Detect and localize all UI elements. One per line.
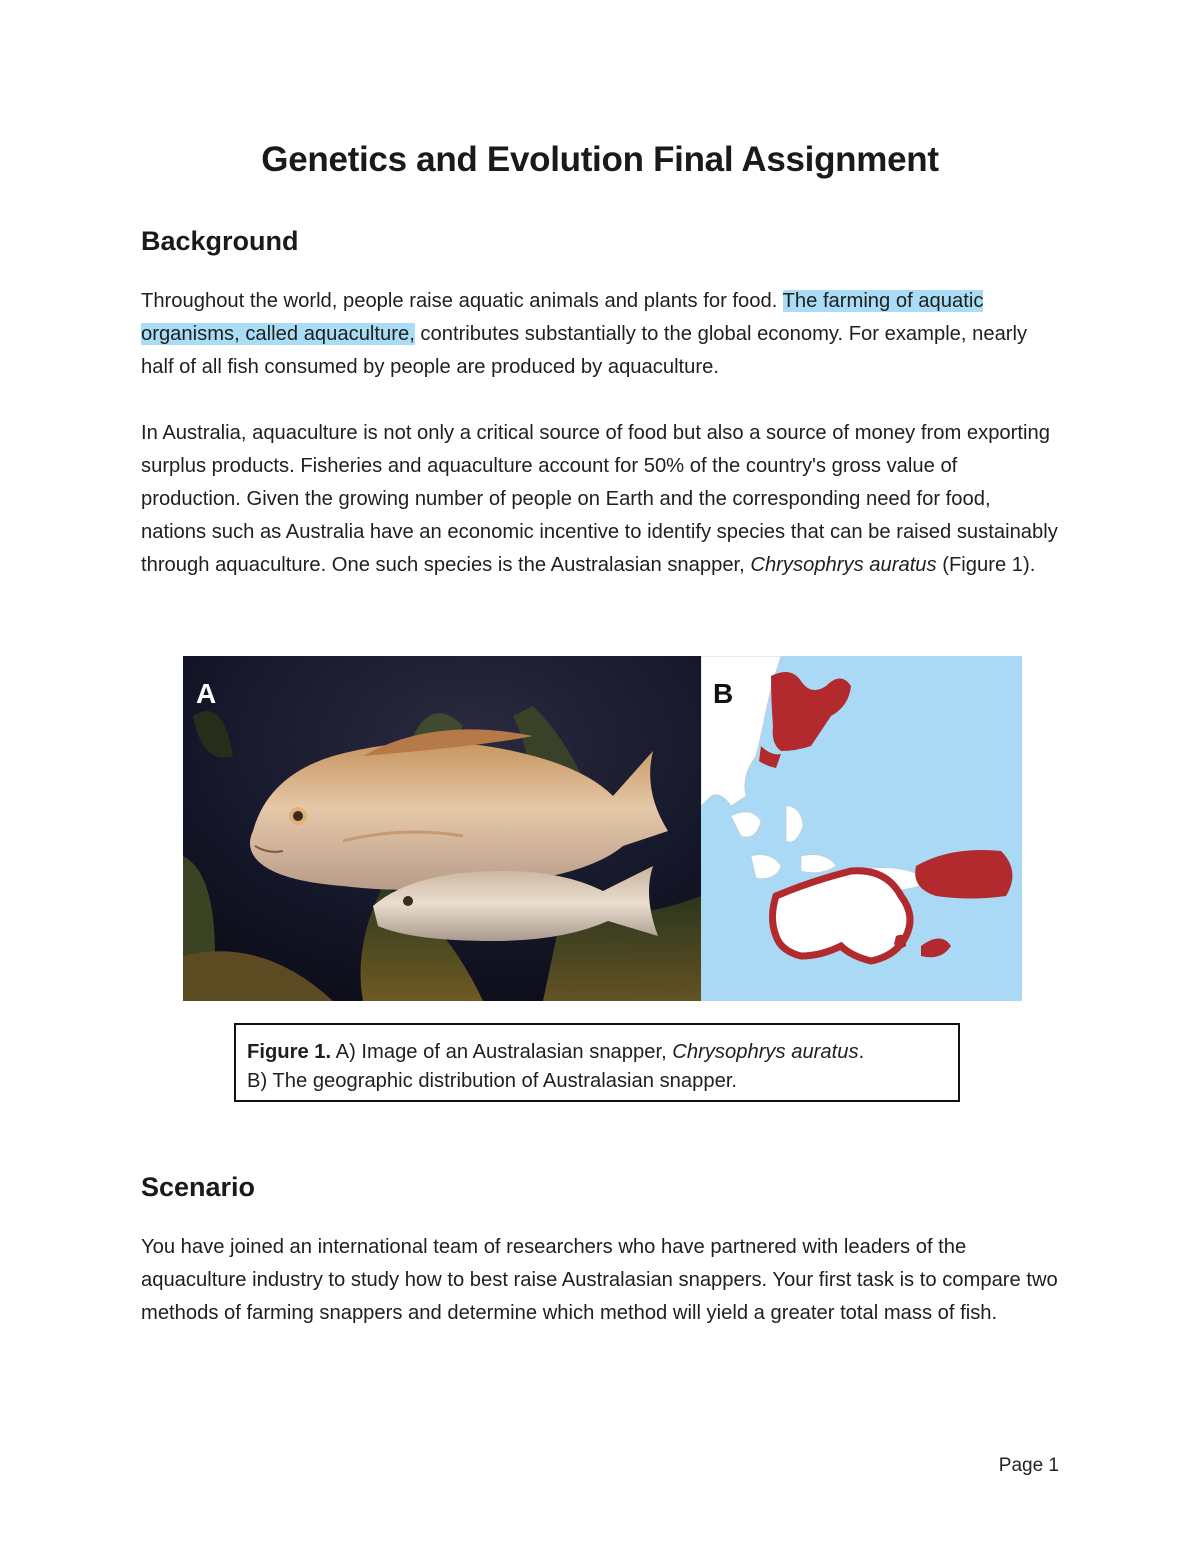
paragraph-1-text-end: contributes substantially to the global economy. For example, nearly half of all fish consumed by people are produced by aquaculture. <box>141 323 1028 378</box>
paragraph-1-text-start: Throughout the world, people raise aquatic animals and plants for food. <box>141 290 783 312</box>
panel-b-label: B <box>713 678 734 709</box>
snapper-photo <box>183 656 701 1001</box>
paragraph-2-text-end: (Figure 1). <box>936 554 1036 576</box>
scenario-paragraph: You have joined an international team of researchers who have partnered with leaders of the aquaculture industry to study how to best raise Australasian snappers. Your first task is to compare two methods of farming snappers and determine which method will yield a greater total mass of fish. <box>141 1236 1058 1324</box>
scenario-heading: Scenario <box>141 1172 256 1202</box>
snapper-photo-illustration <box>183 656 701 1001</box>
figure-caption <box>234 1023 960 1102</box>
caption-species: Chrysophrys auratus <box>672 1041 859 1063</box>
distribution-map <box>701 656 1022 1001</box>
background-paragraph-1 <box>141 285 1061 384</box>
caption-label: Figure 1. <box>247 1041 332 1063</box>
background-paragraph-2 <box>141 417 1061 582</box>
panel-a-label: A <box>196 678 217 709</box>
caption-text-1: A) Image of an Australasian snapper, <box>331 1041 673 1063</box>
background-heading: Background <box>141 226 299 256</box>
distribution-map-illustration <box>701 656 1022 1001</box>
highlighted-text: The farming of aquatic organisms, called aquaculture, <box>141 290 984 345</box>
caption-line-1 <box>247 1038 948 1067</box>
species-name: Chrysophrys auratus <box>750 554 937 576</box>
caption-text-2: . <box>858 1041 865 1063</box>
paragraph-2-text-start: In Australia, aquaculture is not only a critical source of food but also a source of money from exporting surplus products. Fisheries and aquaculture account for 50% of the country's gross value of production. Given the growing number of people on Earth and the corresponding need for food, nations such as Australia have an economic incentive to identify species that can be raised sustainably through aquaculture. One such species is the Australasian snapper, <box>141 422 1058 576</box>
page-title: Genetics and Evolution Final Assignment <box>261 140 939 179</box>
caption-line-2: B) The geographic distribution of Australasian snapper. <box>247 1070 738 1092</box>
page-number: Page 1 <box>998 1455 1059 1476</box>
